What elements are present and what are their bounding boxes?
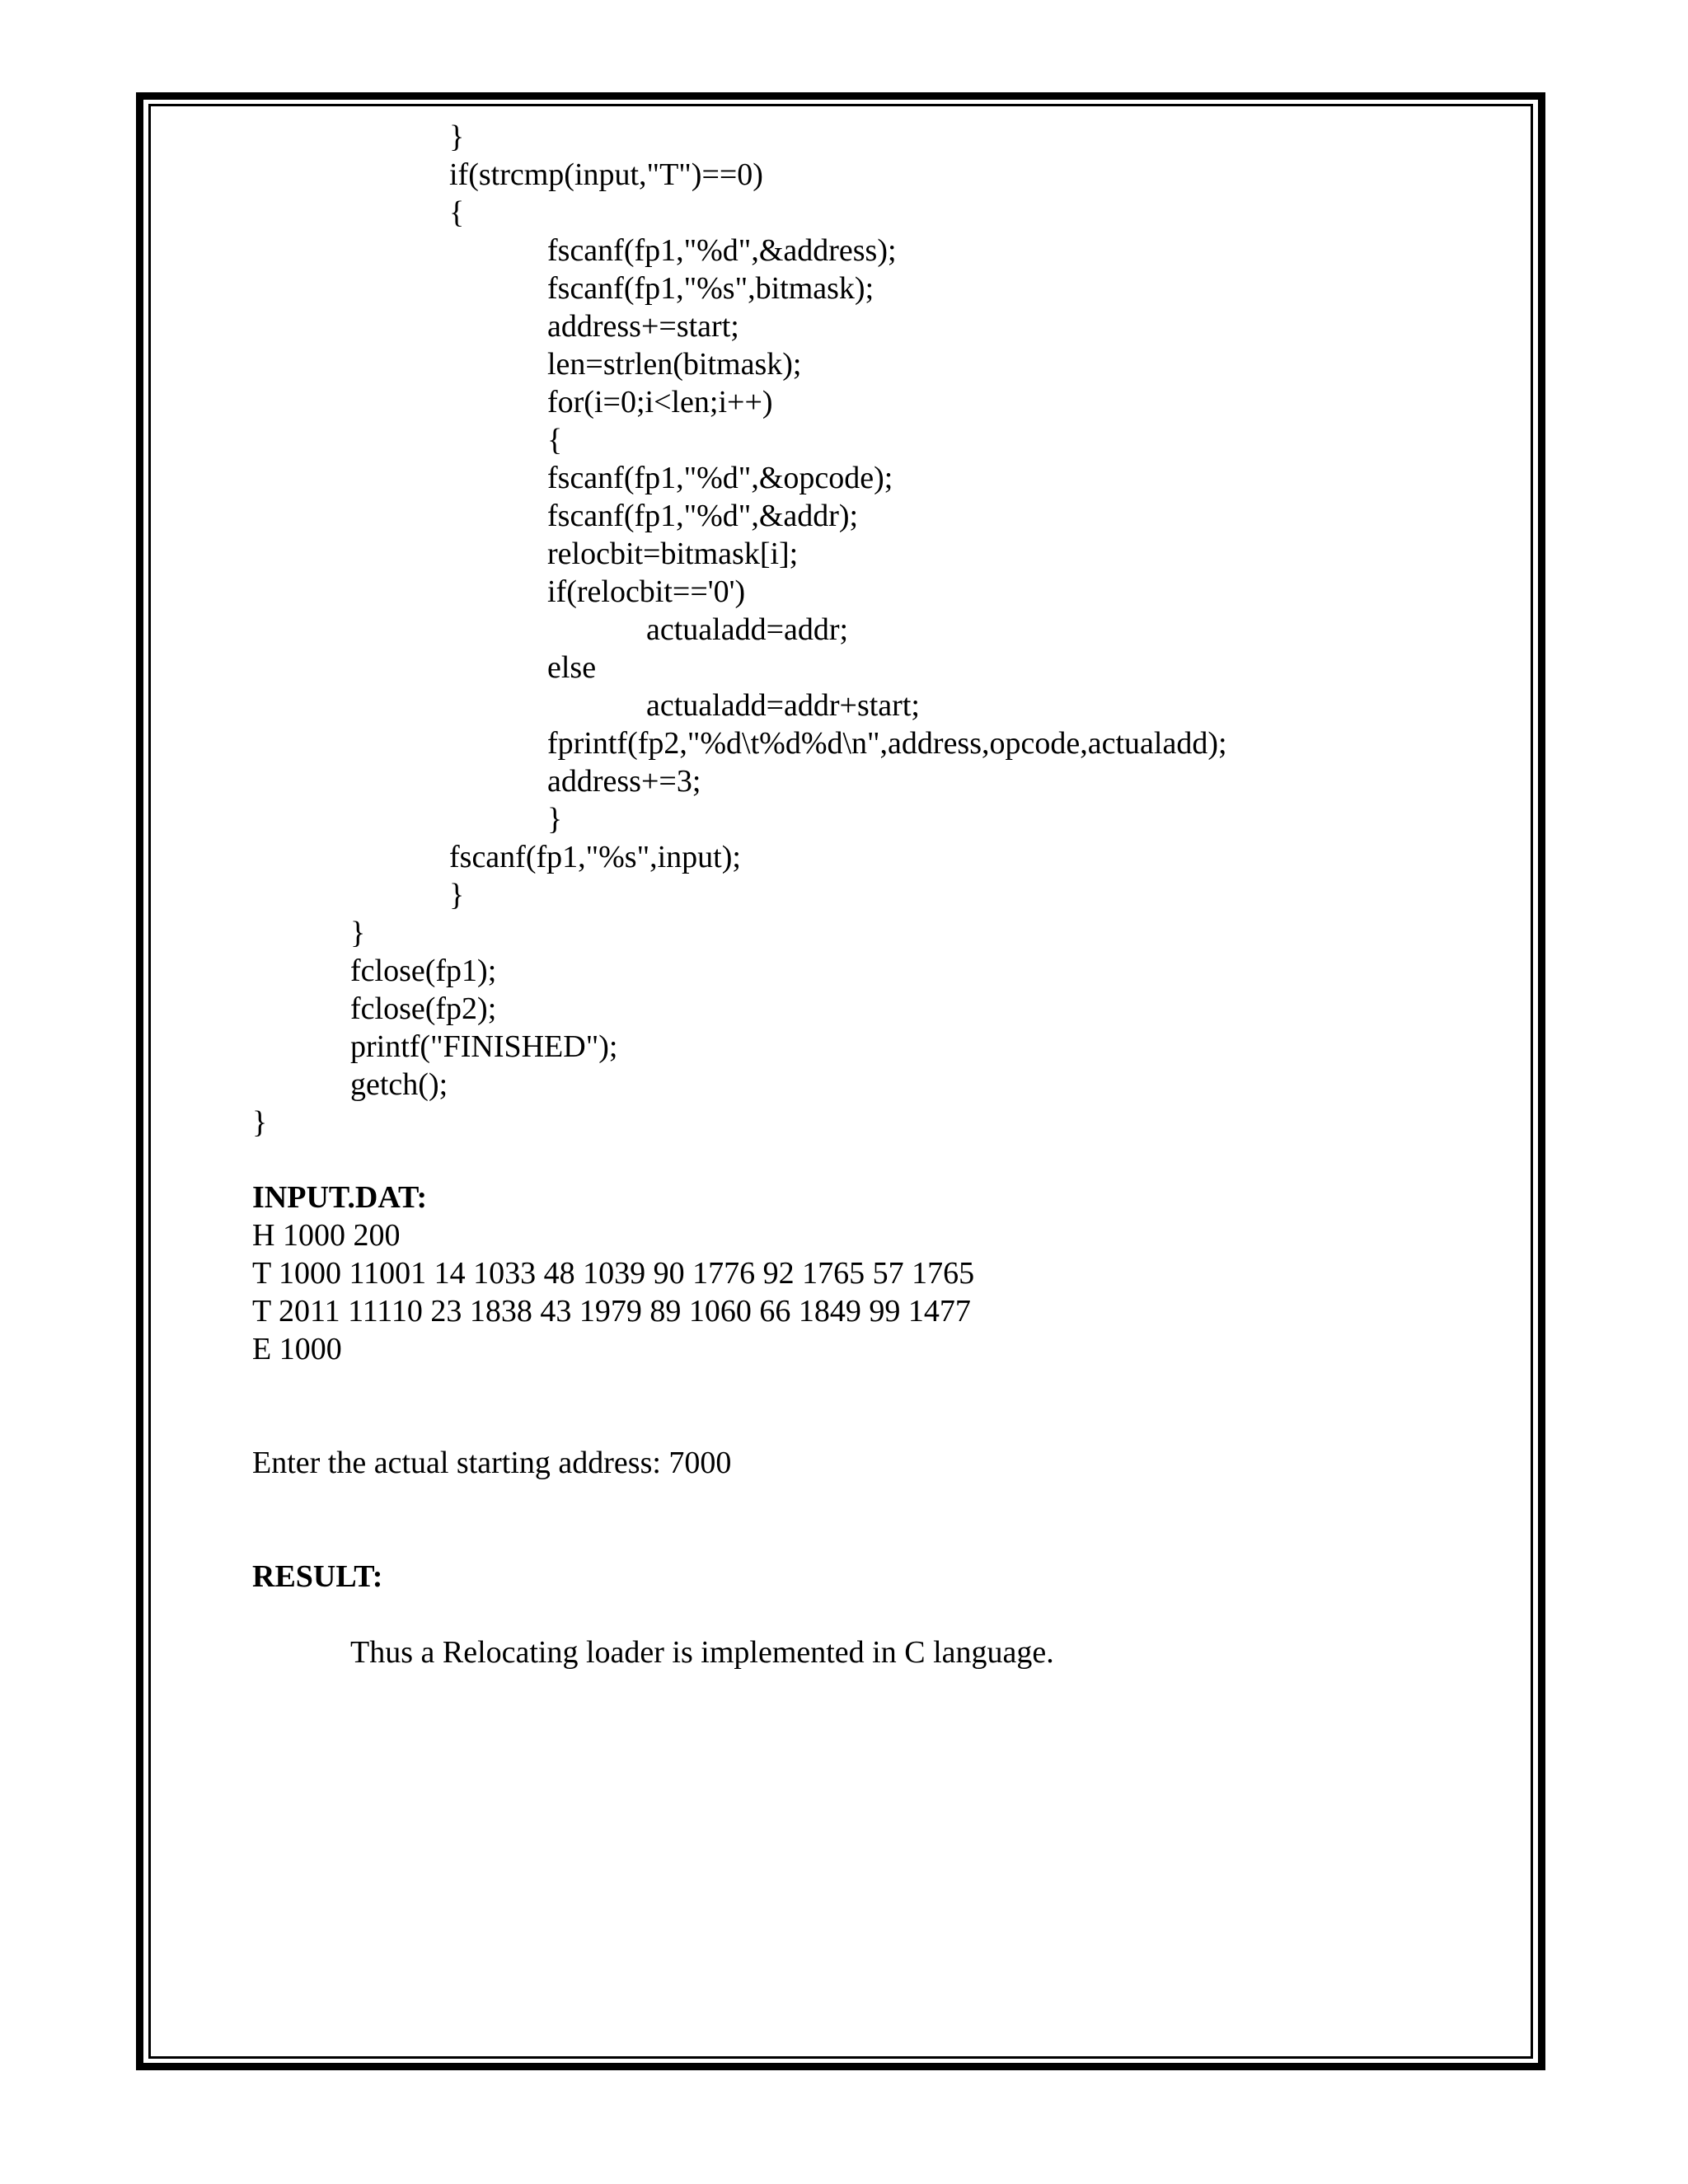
code-line: fscanf(fp1,"%s",input); bbox=[449, 840, 741, 874]
code-line: } bbox=[449, 878, 465, 912]
code-line: fscanf(fp1,"%d",&opcode); bbox=[547, 461, 893, 495]
code-line: fscanf(fp1,"%d",&address); bbox=[547, 233, 897, 268]
code-line: actualadd=addr; bbox=[646, 612, 849, 647]
code-line: else bbox=[547, 650, 597, 685]
code-line: fscanf(fp1,"%d",&addr); bbox=[547, 499, 859, 533]
code-line: len=strlen(bitmask); bbox=[547, 347, 802, 382]
code-line: actualadd=addr+start; bbox=[646, 688, 920, 723]
code-line: getch(); bbox=[350, 1067, 448, 1102]
input-dat-heading: INPUT.DAT: bbox=[252, 1180, 428, 1215]
result-heading: RESULT: bbox=[252, 1559, 383, 1594]
code-line: for(i=0;i<len;i++) bbox=[547, 385, 773, 419]
input-dat-line: T 1000 11001 14 1033 48 1039 90 1776 92 1765 57 1765 bbox=[252, 1256, 975, 1291]
code-line: printf("FINISHED"); bbox=[350, 1029, 618, 1064]
code-line: } bbox=[547, 802, 563, 837]
code-line: address+=3; bbox=[547, 764, 701, 799]
code-line: } bbox=[350, 916, 366, 950]
input-dat-line: H 1000 200 bbox=[252, 1218, 401, 1253]
code-line: } bbox=[252, 1105, 268, 1140]
code-line: if(relocbit=='0') bbox=[547, 574, 746, 609]
code-line: relocbit=bitmask[i]; bbox=[547, 537, 799, 571]
code-line: { bbox=[547, 423, 563, 457]
code-line: fscanf(fp1,"%s",bitmask); bbox=[547, 271, 874, 306]
code-line: if(strcmp(input,"T")==0) bbox=[449, 157, 763, 192]
input-dat-line: E 1000 bbox=[252, 1332, 342, 1366]
code-line: address+=start; bbox=[547, 309, 739, 344]
input-dat-line: T 2011 11110 23 1838 43 1979 89 1060 66 1849 99 1477 bbox=[252, 1294, 971, 1329]
code-line: fprintf(fp2,"%d\t%d%d\n",address,opcode,actualadd); bbox=[547, 726, 1227, 761]
code-line: { bbox=[449, 195, 465, 230]
code-line: fclose(fp1); bbox=[350, 954, 497, 988]
prompt-line: Enter the actual starting address: 7000 bbox=[252, 1446, 732, 1480]
code-line: } bbox=[449, 120, 465, 154]
code-line: fclose(fp2); bbox=[350, 991, 497, 1026]
result-text: Thus a Relocating loader is implemented in C language. bbox=[350, 1635, 1054, 1670]
